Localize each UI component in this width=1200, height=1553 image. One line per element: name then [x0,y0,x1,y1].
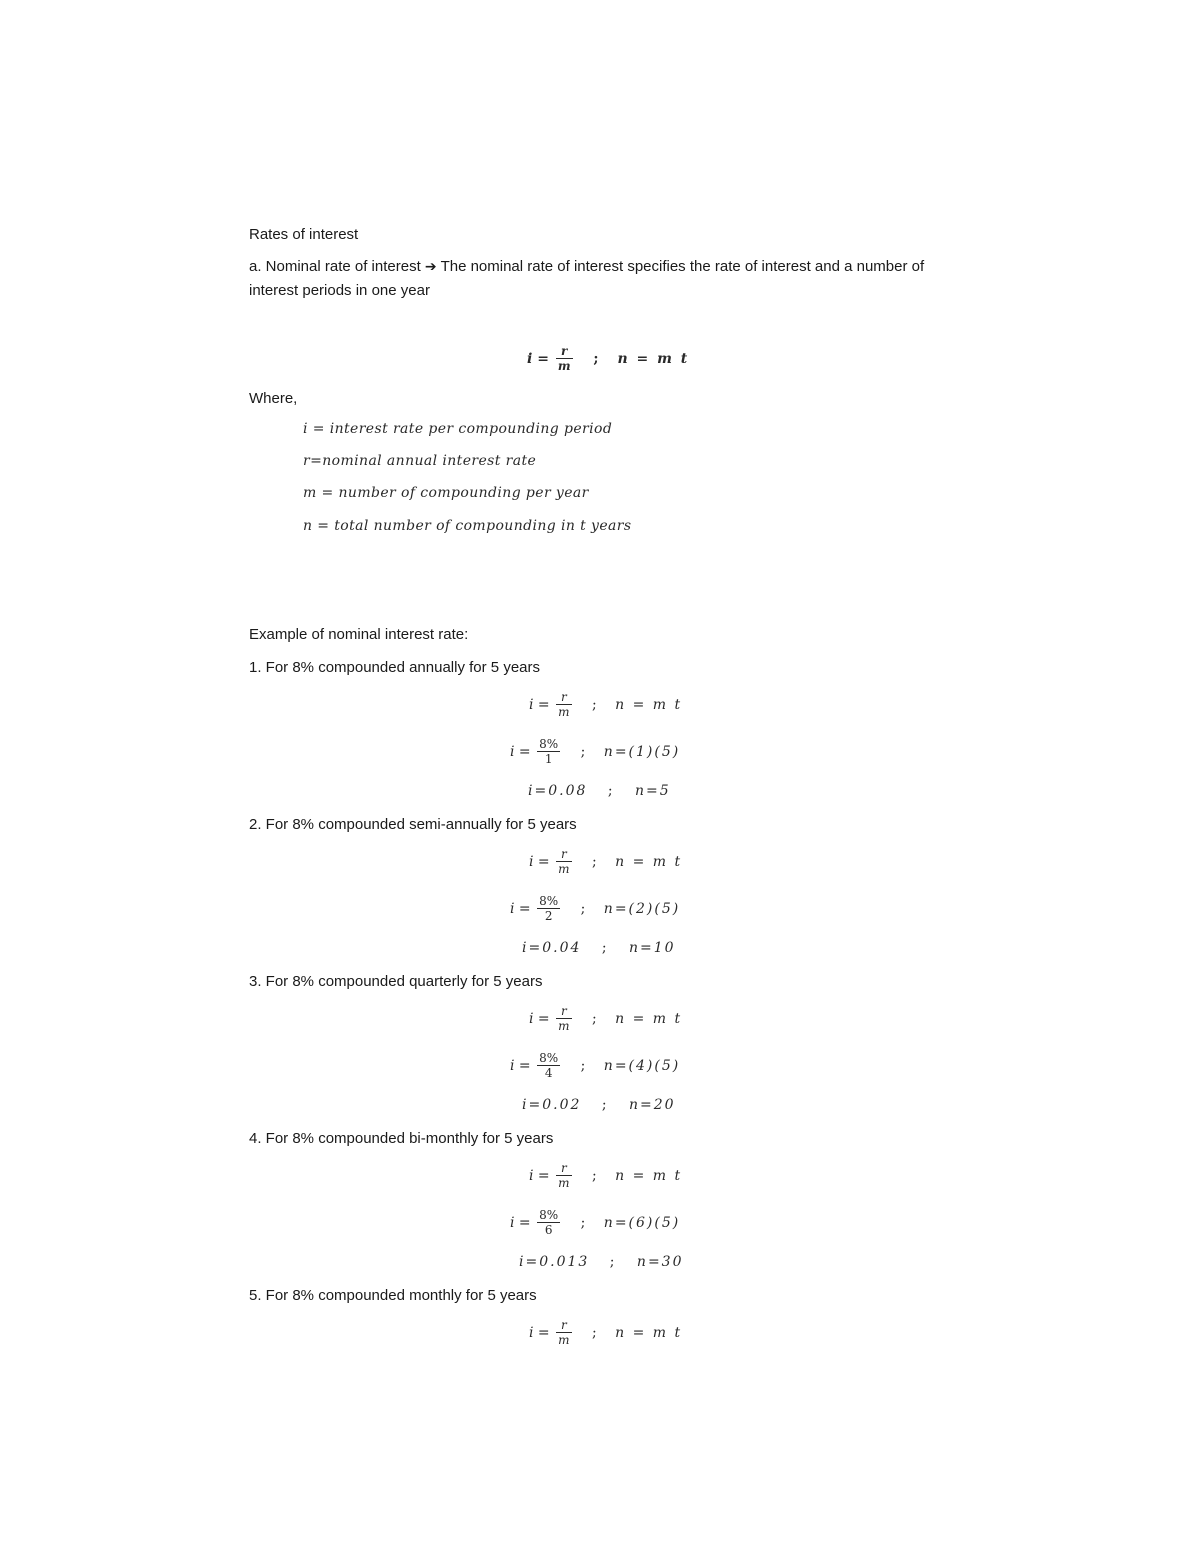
formula-lhs: i = [510,901,531,917]
result-n: n=20 [629,1097,676,1113]
formula-fraction [556,345,573,373]
formula-fraction [556,1162,571,1190]
fraction-denominator: m [557,359,571,373]
formula-fraction [537,895,560,923]
result-n: n=10 [629,940,676,956]
formula-rhs: n = m t [615,697,683,713]
formula-rhs: n=(2)(5) [603,901,681,917]
formula-separator: ; [580,744,586,760]
formula-separator: ; [580,901,586,917]
formula-lhs: i = [510,1058,531,1074]
fraction-denominator: 6 [544,1223,553,1237]
result-formula [522,1097,676,1113]
result-n: n=30 [636,1254,684,1270]
formula-fraction [537,1052,560,1080]
formula-lhs: i = [529,697,550,713]
fraction-denominator: 2 [544,909,553,923]
where-label: Where, [249,390,298,407]
fraction-numerator: r [556,345,573,359]
main-formula [527,345,689,373]
formula-fraction [556,1319,571,1347]
definition-r: r=nominal annual interest rate [303,453,537,469]
formula-lhs: i = [529,1011,550,1027]
definition-i: i = interest rate per compounding period [303,421,613,437]
formula-separator: ; [609,1254,617,1270]
formula-rhs: n = m t [615,1168,683,1184]
example-title: 4. For 8% compounded bi-monthly for 5 years [249,1130,554,1147]
fraction-numerator: r [556,1162,571,1176]
general-formula [529,1162,682,1190]
formula-separator: ; [601,1097,609,1113]
formula-separator: ; [591,854,597,870]
formula-separator: ; [607,783,615,799]
fraction-denominator: m [558,705,570,719]
formula-fraction [556,1005,571,1033]
formula-separator: ; [591,1325,597,1341]
formula-separator: ; [593,351,599,367]
general-formula [529,848,682,876]
fraction-denominator: m [558,1019,570,1033]
intro-term: a. Nominal rate of interest [249,258,421,275]
fraction-denominator: 4 [544,1066,553,1080]
definition-n: n = total number of compounding in t years [303,518,632,534]
fraction-numerator: r [556,1005,571,1019]
example-title: 2. For 8% compounded semi-annually for 5 years [249,816,577,833]
fraction-denominator: m [558,1176,570,1190]
substituted-formula [510,1052,680,1080]
fraction-denominator: m [558,862,570,876]
result-i: i=0.013 [519,1254,590,1270]
formula-separator: ; [591,697,597,713]
result-formula [528,783,671,799]
fraction-denominator: m [558,1333,570,1347]
result-i: i=0.08 [528,783,588,799]
substituted-formula [510,738,680,766]
right-arrow-icon: ➔ [424,259,437,275]
formula-separator: ; [601,940,609,956]
fraction-numerator: 8% [539,1051,559,1065]
section-heading: Rates of interest [249,226,359,243]
fraction-numerator: r [556,691,571,705]
fraction-numerator: r [556,1319,571,1333]
formula-rhs: n = m t [615,1011,683,1027]
formula-rhs: n=(4)(5) [603,1058,681,1074]
examples-heading: Example of nominal interest rate: [249,626,469,643]
fraction-numerator: 8% [539,894,559,908]
nominal-rate-definition [249,255,969,302]
example-title: 1. For 8% compounded annually for 5 years [249,659,540,676]
result-n: n=5 [635,783,671,799]
formula-separator: ; [591,1011,597,1027]
formula-separator: ; [580,1058,586,1074]
substituted-formula [510,895,680,923]
fraction-numerator: 8% [539,1208,559,1222]
formula-rhs: n=(6)(5) [603,1215,681,1231]
formula-fraction [537,738,560,766]
formula-lhs: i = [510,744,531,760]
formula-lhs: i = [510,1215,531,1231]
formula-lhs: i = [529,854,550,870]
substituted-formula [510,1209,680,1237]
fraction-denominator: 1 [544,752,553,766]
definition-m: m = number of compounding per year [303,485,589,501]
formula-rhs: n = m t [615,854,683,870]
example-title: 3. For 8% compounded quarterly for 5 years [249,973,543,990]
result-i: i=0.04 [522,940,582,956]
formula-separator: ; [580,1215,586,1231]
formula-lhs: i = [527,351,549,367]
example-title: 5. For 8% compounded monthly for 5 years [249,1287,537,1304]
formula-rhs: n=(1)(5) [603,744,681,760]
formula-rhs: n = m t [615,1325,683,1341]
formula-lhs: i = [529,1168,550,1184]
formula-fraction [556,848,571,876]
formula-fraction [537,1209,560,1237]
formula-separator: ; [591,1168,597,1184]
result-i: i=0.02 [522,1097,582,1113]
fraction-numerator: 8% [539,737,559,751]
general-formula [529,1005,682,1033]
general-formula [529,691,682,719]
result-formula [522,940,676,956]
formula-lhs: i = [529,1325,550,1341]
general-formula [529,1319,682,1347]
result-formula [519,1254,683,1270]
intro-description: The nominal rate of interest specifies the rate of interest and a number of interest periods in one year [249,258,925,299]
fraction-numerator: r [556,848,571,862]
formula-fraction [556,691,571,719]
formula-rhs: n = m t [617,351,690,367]
